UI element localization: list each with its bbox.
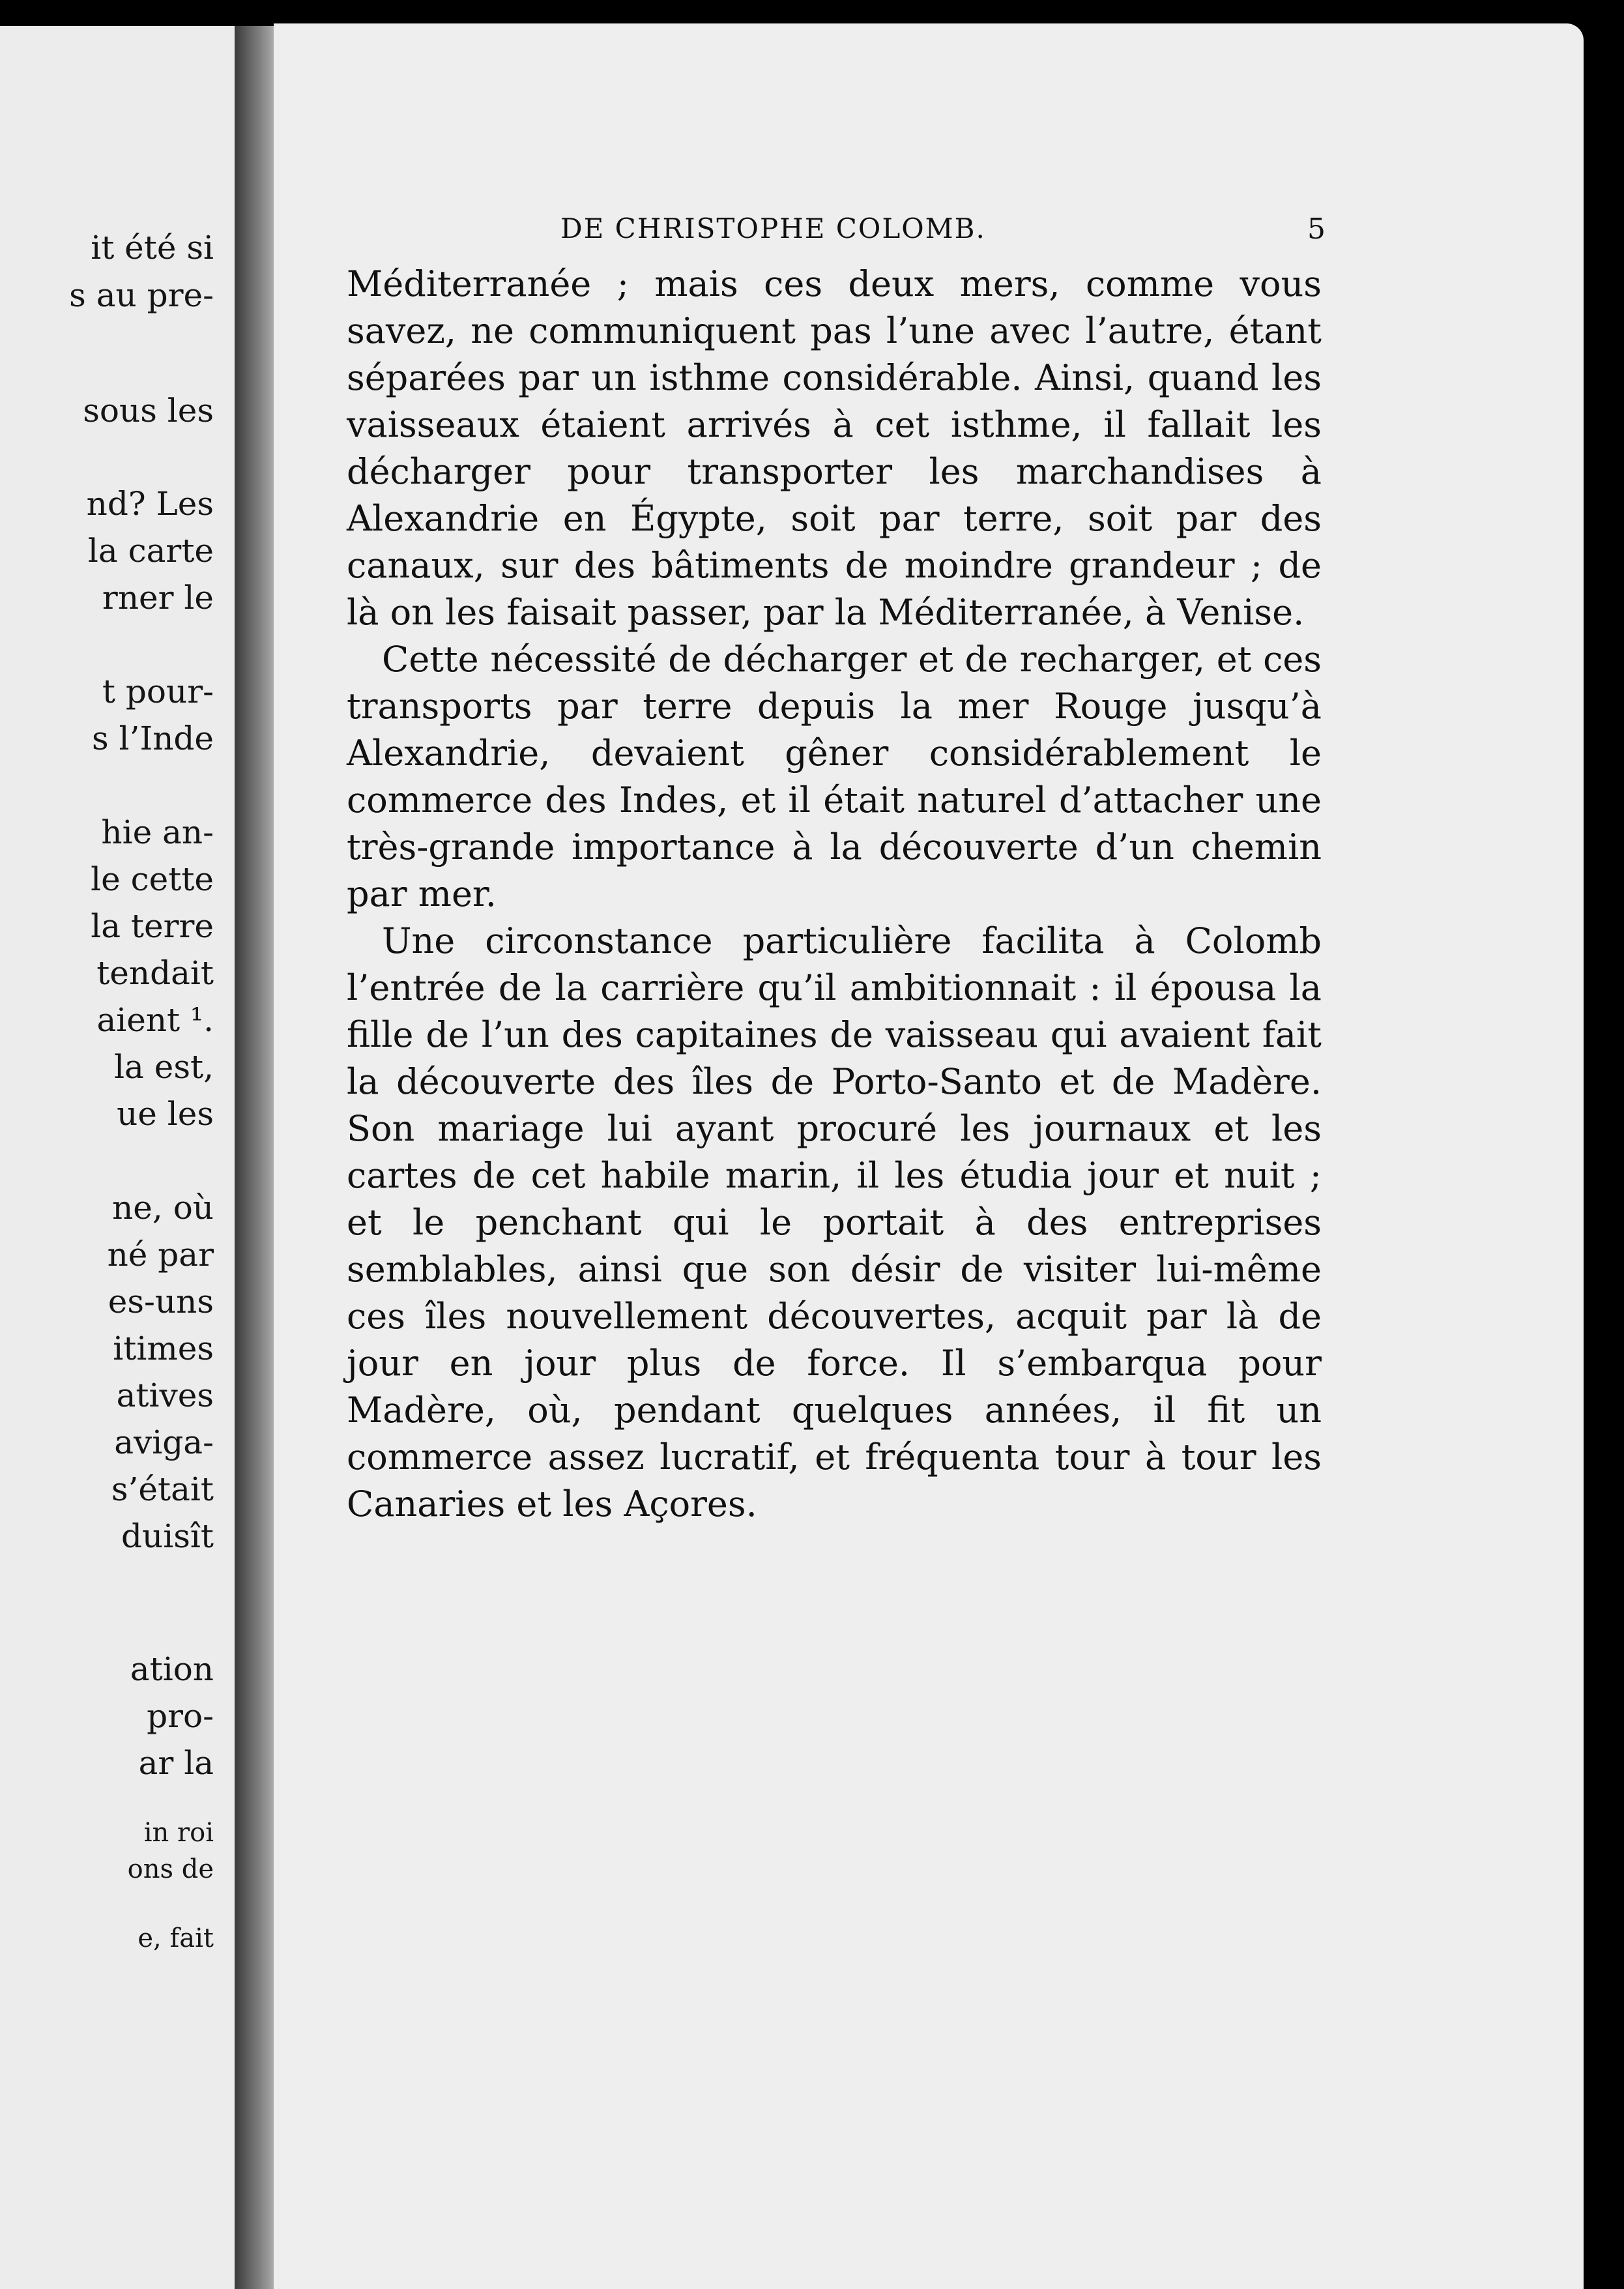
paragraph: Une circonstance particulière facilita à Colomb l’entrée de la carrière qu’il ambitionnait : il épousa la fille de l’un des capitaines de vaisseau qui avaient fait la découverte des îles de Porto-Santo et de Madère. Son mariage lui ayant procuré les journaux et les cartes de cet habile marin, il les étudia jour et nuit ; et le penchant qui le portait à des entreprises semblables, ainsi que son désir de visiter lui-même ces îles nouvellement découvertes, acquit par là de jour en jour plus de force. Il s’embarqua pour Madère, où, pendant quelques années, il fit un commerce assez lucratif, et fréquenta tour à tour les Canaries et les Açores. [347,920,1322,1524]
running-head: DE CHRISTOPHE COLOMB. [560,212,986,244]
left-page-footnote-line: e, fait [138,1923,214,1953]
left-page-line: le cette [91,860,214,898]
left-page-line: sous les [83,392,214,430]
left-page-line: rner le [102,579,214,617]
left-page-line: pro- [147,1697,214,1735]
left-page-line: itimes [113,1330,214,1367]
left-page-line: it été si [91,229,214,267]
left-page-line: duisît [121,1517,214,1555]
left-page-line: hie an- [101,813,214,851]
left-page-line: s l’Inde [92,720,214,757]
left-page-line: la carte [87,532,214,570]
left-page-line: né par [107,1236,214,1274]
left-page-line: nd? Les [86,485,214,523]
left-page-line: ue les [117,1095,214,1133]
page-number: 5 [1307,212,1326,246]
paragraph: Cette nécessité de décharger et de recharger, et ces transports par terre depuis la mer Rouge jusqu’à Alexandrie, devaient gêner considérablement le commerce des Indes, et il était naturel d’attacher une très-grande importance à la découverte d’un chemin par mer. [347,639,1322,914]
left-page-footnote-line: ons de [127,1854,214,1884]
paragraph: Méditerranée ; mais ces deux mers, comme vous savez, ne communiquent pas l’une avec l’autre, étant séparées par un isthme considérable. Ainsi, quand les vaisseaux étaient arrivés à cet isthme, il fallait les décharger pour transporter les marchandises à Alexandrie en Égypte, soit par terre, soit par des canaux, sur des bâtiments de moindre grandeur ; de là on les faisait passer, par la Méditerranée, à Venise. [347,263,1322,633]
left-page-line: s au pre- [69,276,214,314]
left-page-line: aviga- [114,1423,214,1461]
left-page-line: s’était [111,1470,214,1508]
left-page-line: aient ¹. [96,1001,214,1039]
left-page-line: la terre [91,907,214,945]
body-text [347,261,1322,1528]
page-edge-shadow [1584,39,1624,2289]
left-page-line: atives [116,1377,214,1414]
left-page-line: es-uns [108,1283,214,1320]
left-page-line: tendait [96,954,214,992]
left-page-line: la est, [114,1048,214,1086]
left-page-line: ar la [138,1744,214,1782]
left-page-line: t pour- [102,673,214,710]
left-facing-page [0,26,235,2289]
left-page-footnote-line: in roi [143,1818,214,1848]
left-page-line: ne, où [112,1189,214,1227]
left-page-line: ation [130,1650,214,1688]
